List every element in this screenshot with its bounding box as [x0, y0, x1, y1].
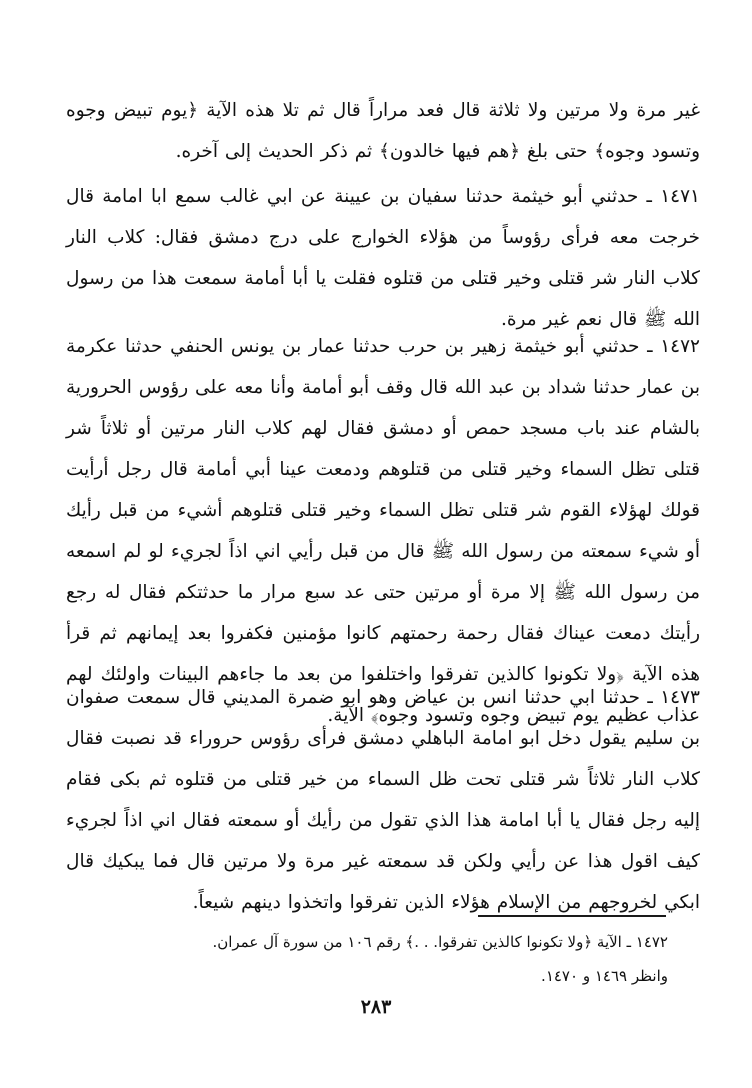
- footnote-divider: [478, 915, 666, 917]
- paragraph-continuation: غير مرة ولا مرتين ولا ثلاثة قال فعد مراراً قال ثم تلا هذه الآية ﴿يوم تبيض وجوه وتسود وجوه﴾ حتى بلغ ﴿هم فيها خالدون﴾ ثم ذكر الحديث إلى آخره.: [66, 100, 700, 162]
- hadith-1472: ١٤٧٢ ـ حدثني أبو خيثمة زهير بن حرب حدثنا عمار بن يونس الحنفي حدثنا عكرمة بن عمار حدثنا شداد بن عبد الله قال وقف أبو أمامة وأنا معه على رؤوس الحرورية بالشام عند باب مسجد حمص أو دمشق فقال لهم كلاب النار مرتين أو ثلاثاً شر قتلى تظل السماء وخير قتلى من قتلوهم ودمعت عينا أبي أمامة قال رجل أرأيت قولك لهؤلاء القوم شر قتلى تظل السماء وخير قتلى قتلوهم أشيء من قبل رأيك أو شيء سمعته من رسول الله ﷺ قال من قبل رأيي اني اذاً لجريء لو لم اسمعه من رسول الله ﷺ إلا مرة أو مرتين حتى عد سبع مرار ما حدثتكم فقال له رجع رأيتك دمعت عيناك فقال رحمة رحمتهم كانوا مؤمنين فكفروا بعد إيمانهم ثم قرأ هذه الآية ﴿ولا تكونوا كالذين تفرقوا واختلفوا من بعد ما جاءهم البينات واولئك لهم عذاب عظيم يوم تبيض وجوه وتسود وجوه﴾ الآية.: [66, 336, 700, 726]
- hadith-1471: ١٤٧١ ـ حدثني أبو خيثمة حدثنا سفيان بن عيينة عن ابي غالب سمع ابا امامة قال خرجت معه فرأى رؤوساً من هؤلاء الخوارج على درج دمشق فقال: كلاب النار كلاب النار شر قتلى وخير قتلى من قتلوه فقلت يا أبا أمامة سمعت هذا من رسول الله ﷺ قال نعم غير مرة.: [66, 186, 700, 330]
- footnote: [120, 925, 668, 993]
- page-number: ٢٨٣: [360, 996, 392, 1018]
- hadith-1473: ١٤٧٣ ـ حدثنا ابي حدثنا انس بن عياض وهو ابو ضمرة المديني قال سمعت صفوان بن سليم يقول دخل ابو امامة الباهلي دمشق فرأى رؤوس حروراء قد نصبت فقال كلاب النار ثلاثاً شر قتلى تحت ظل السماء من خير قتلى من قتلوه ثم بكى فقام إليه رجل فقال يا أبا امامة هذا الذي تقول من رأيك أو سمعته فقال اني اذاً لجريء كيف اقول هذا عن رأيي ولكن قد سمعته غير مرة ولا مرتين قال فما يبكيك قال ابكي لخروجهم من الإسلام هؤلاء الذين تفرقوا واتخذوا دينهم شيعاً.: [66, 687, 700, 913]
- footnote-line-2: وانظر ١٤٦٩ و ١٤٧٠.: [541, 967, 668, 985]
- footnote-line-1: ١٤٧٢ ـ الآية ﴿ولا تكونوا كالذين تفرقوا. . .﴾ رقم ١٠٦ من سورة آل عمران.: [212, 933, 668, 951]
